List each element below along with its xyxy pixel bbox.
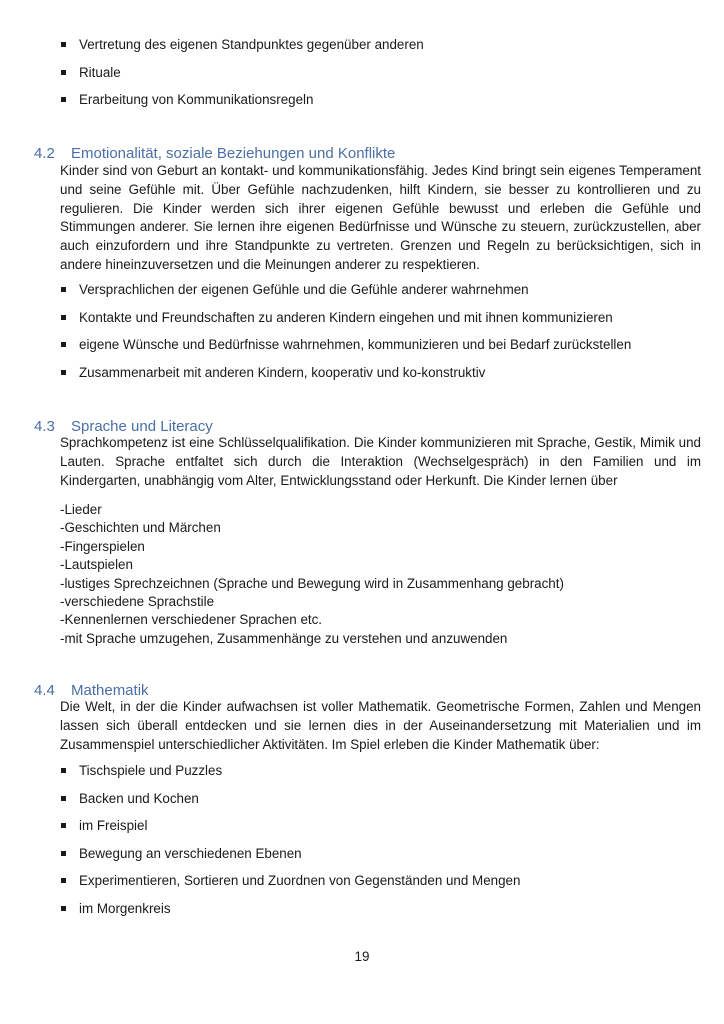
section-4-2-paragraph: Kinder sind von Geburt an kontakt- und kommunikationsfähig. Jedes Kind bringt sein eigenes Temperament und seine Gefühle mit. Über Gefühle nachzudenken, hilft Kindern, sie besser zu kontrollieren und zu regulieren. Die Kinder werden sich ihrer eigenen Gefühle bewusst und erleben die Gefühle und Stimmungen anderer. Sie lernen ihre eigenen Bedürfnisse und Wünsche zu steuern, zurückzustellen, aber auch einzufordern und ihre Standpunkte zu vertreten. Grenzen und Regeln zu berücksichtigen, sich in andere hineinzuversetzen und die Meinungen anderer zu respektieren. — [60, 163, 701, 272]
list-item: Kontakte und Freundschaften zu anderen Kindern eingehen und mit ihnen kommunizieren — [60, 304, 631, 332]
bullet-square-icon — [61, 851, 66, 856]
list-item: -mit Sprache umzugehen, Zusammenhänge zu verstehen und anzuwenden — [60, 630, 508, 646]
section-title: Emotionalität, soziale Beziehungen und Konflikte — [71, 145, 396, 162]
section-title: Mathematik — [71, 682, 149, 699]
list-item: -Lautspielen — [60, 557, 133, 573]
section-number: 4.4 — [34, 682, 55, 699]
list-item: Experimentieren, Sortieren und Zuordnen von Gegenständen und Mengen — [60, 867, 520, 895]
bullet-square-icon — [61, 906, 66, 911]
list-item: Versprachlichen der eigenen Gefühle und die Gefühle anderer wahrnehmen — [60, 276, 631, 304]
bullet-square-icon — [61, 370, 66, 375]
bullet-square-icon — [61, 796, 66, 801]
bullet-square-icon — [61, 97, 66, 102]
bullet-square-icon — [61, 287, 66, 292]
list-item: -Lieder — [60, 502, 102, 517]
section-heading-4-3 — [34, 418, 213, 435]
section-number: 4.2 — [34, 145, 55, 162]
bullet-square-icon — [61, 878, 66, 883]
list-item: im Freispiel — [60, 812, 520, 840]
section-4-2-bullet-list — [60, 276, 631, 386]
list-item: Bewegung an verschiedenen Ebenen — [60, 840, 520, 868]
section-title: Sprache und Literacy — [71, 418, 213, 435]
list-item: -Fingerspielen — [60, 538, 145, 554]
top-bullet-list — [60, 31, 424, 114]
list-item: im Morgenkreis — [60, 895, 520, 923]
section-heading-4-2 — [34, 145, 395, 162]
bullet-square-icon — [61, 823, 66, 828]
section-4-4-bullet-list — [60, 757, 520, 923]
list-item: Tischspiele und Puzzles — [60, 757, 520, 785]
list-item: -Geschichten und Märchen — [60, 520, 221, 536]
section-number: 4.3 — [34, 418, 55, 435]
list-item: Zusammenarbeit mit anderen Kindern, kooperativ und ko-konstruktiv — [60, 359, 631, 387]
page-number: 19 — [354, 949, 370, 964]
section-4-4-paragraph: Die Welt, in der die Kinder aufwachsen ist voller Mathematik. Geometrische Formen, Zahlen und Mengen lassen sich überall entdecken und sie lernen dies in der Auseinandersetzung mit Materialien und im Zusammenspiel unterschiedlicher Aktivitäten. Im Spiel erleben die Kinder Mathematik über: — [60, 699, 701, 752]
section-4-3-dash-list — [60, 501, 564, 648]
bullet-square-icon — [61, 315, 66, 320]
list-item: Rituale — [60, 59, 424, 87]
list-item: Vertretung des eigenen Standpunktes gegenüber anderen — [60, 31, 424, 59]
list-item: Erarbeitung von Kommunikationsregeln — [60, 86, 424, 114]
list-item: -lustiges Sprechzeichnen (Sprache und Bewegung wird in Zusammenhang gebracht) — [60, 575, 564, 591]
list-item: eigene Wünsche und Bedürfnisse wahrnehmen, kommunizieren und bei Bedarf zurückstellen — [60, 331, 631, 359]
bullet-square-icon — [61, 342, 66, 347]
section-4-3-paragraph: Sprachkompetenz ist eine Schlüsselqualifikation. Die Kinder kommunizieren mit Sprache, Gestik, Mimik und Lauten. Sprache entfaltet sich durch die Interaktion (Wechselgespräch) in den Familien und im Kindergarten, unabhängig vom Alter, Entwicklungsstand oder Herkunft. Die Kinder lernen über — [60, 435, 701, 488]
list-item: -verschiedene Sprachstile — [60, 594, 215, 610]
bullet-square-icon — [61, 42, 66, 47]
section-heading-4-4 — [34, 682, 149, 699]
bullet-square-icon — [61, 70, 66, 75]
list-item: -Kennenlernen verschiedener Sprachen etc. — [60, 612, 323, 628]
list-item: Backen und Kochen — [60, 785, 520, 813]
bullet-square-icon — [61, 768, 66, 773]
